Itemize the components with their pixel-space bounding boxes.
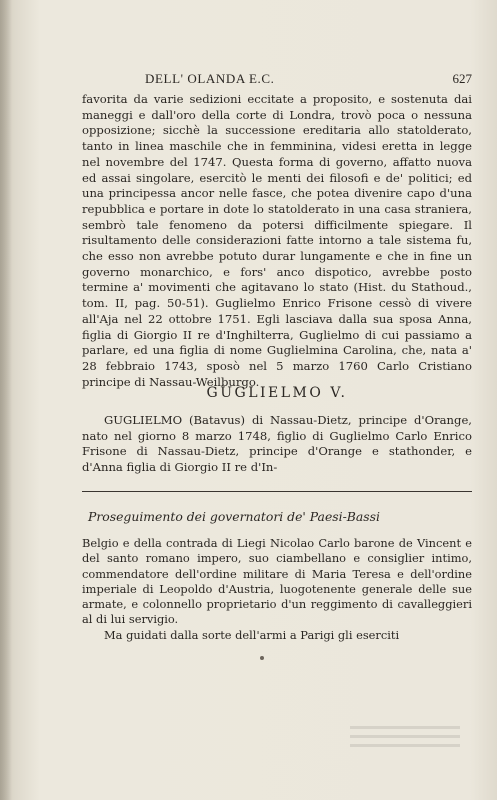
body-paragraph: favorita da varie sedizioni eccitate a proposito, e sostenuta dai maneggi e dall'oro della corte di Londra, trovò poca o nessuna opposizione; sicchè la successione ereditaria allo statolderato, tanto in linea maschile che in femminina, videsi eretta in legge nel novembre del 1747. Questa forma di governo, affatto nuova ed assai singolare, esercitò le menti dei filosofi e de' politici; ed una principessa ancor nelle fasce, che potea divenire capo d'una repubblica e portare in dote lo statolderato in una casa straniera, sembrò tale fenomeno da potersi difficilmente spiegare. Il risultamento delle considerazioni fatte intorno a tale sistema fu, che esso non avrebbe potuto durar lungamente e che in fine un governo monarchico, e fors' anco dispotico, avrebbe posto termine a' movimenti che agitavano lo stato (Hist. du Stathoud., tom. II, pag. 50-51). Guglielmo Enrico Frisone cessò di vivere all'Aja nel 22 ottobre 1751. Egli lasciava dalla sua sposa Anna, figlia di Giorgio II re d'Inghilterra, Guglielmo di cui passiamo a parlare, ed una figlia di nome Guglielmina Carolina, che, nata a' 28 febbraio 1743, sposò nel 5 marzo 1760 Carlo Cristiano principe di Nassau-Weilburgo. (82, 92, 472, 389)
main-text-block (82, 92, 472, 390)
ink-spot (260, 656, 264, 660)
governors-paragraph-2: Ma guidati dalla sorte dell'armi a Parigi gli eserciti (104, 627, 400, 642)
section-title-guglielmo: GUGLIELMO V. (206, 385, 348, 401)
horizontal-rule (82, 491, 472, 492)
page-header (100, 71, 472, 89)
running-head: DELL' OLANDA E.C. (145, 71, 275, 86)
governors-text-block (82, 536, 472, 643)
show-through-shadow (350, 720, 460, 760)
guglielmo-paragraph: GUGLIELMO (Batavus) di Nassau-Dietz, principe d'Orange, nato nel giorno 8 marzo 1748, figlio di Guglielmo Carlo Enrico Frisone di Nassau-Dietz, principe d'Orange e stathonder, e d'Anna figlia di Giorgio II re d'In- (82, 413, 472, 475)
governors-section-heading: Proseguimento dei governatori de' Paesi-Bassi (88, 509, 380, 524)
gutter-shadow (0, 0, 12, 800)
governors-paragraph-1: Belgio e della contrada di Liegi Nicolao Carlo barone de Vincent e del santo romano impero, suo ciambellano e consiglier intimo, commendatore dell'ordine militare di Maria Teresa e dell'ordine imperiale di Leopoldo d'Austria, luogotenente generale delle sue armate, e colonnello proprietario d'un reggimento di cavalleggieri al di lui servigio. (82, 536, 472, 627)
guglielmo-text-block (82, 413, 472, 476)
page-number: 627 (452, 71, 472, 86)
